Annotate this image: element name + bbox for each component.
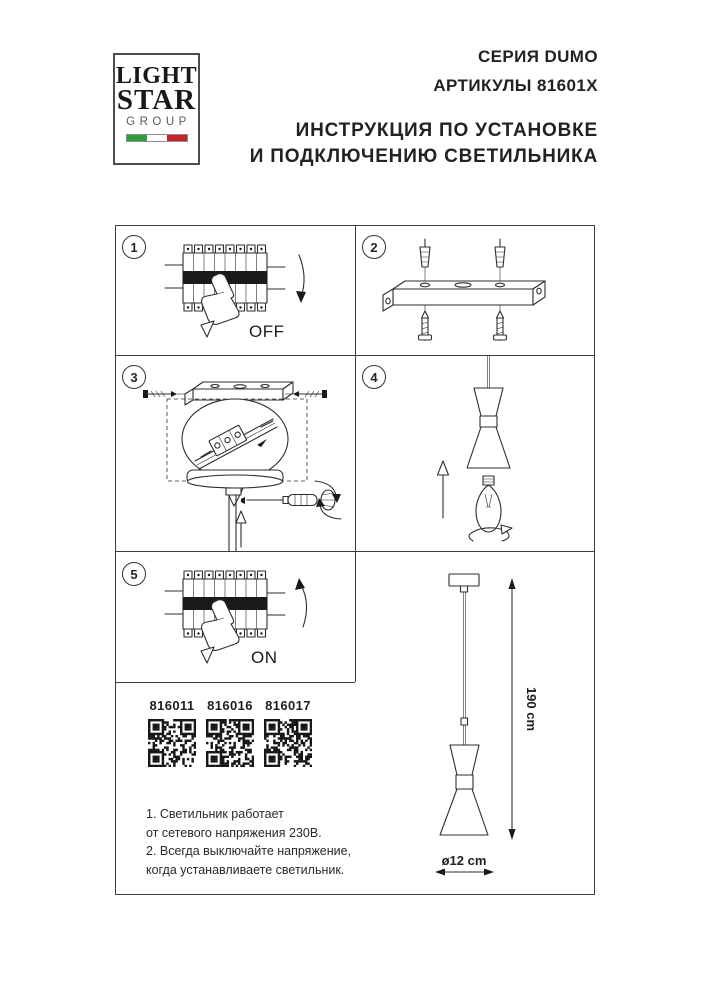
header-titles [240, 47, 598, 170]
qr-label: 816016 [207, 698, 253, 713]
lamp-dimensions-drawing [355, 551, 595, 895]
ceiling-canopy-drawing [187, 470, 283, 551]
step-4-number: 4 [362, 365, 386, 389]
qr-block-816017 [261, 698, 315, 772]
row-divider-3 [115, 682, 355, 683]
step-4-diagram-bulb [355, 355, 595, 551]
diameter-dimension-label: ø12 cm [441, 853, 487, 868]
on-label: ON [251, 648, 278, 667]
note-line: от сетевого напряжения 230В. [146, 825, 322, 840]
qr-code-icon [264, 719, 312, 767]
qr-block-816016 [203, 698, 257, 772]
cord-drawing [488, 355, 490, 388]
qr-label: 816011 [149, 698, 195, 713]
step-1-number: 1 [122, 235, 146, 259]
note-line: когда устанавливаете светильник. [146, 862, 345, 877]
italian-flag-icon [126, 134, 188, 142]
flag-red [167, 135, 187, 141]
note-line: 2. Всегда выключайте напряжение, [146, 844, 352, 858]
logo-word-light: LIGHT [115, 63, 198, 89]
articles-title: АРТИКУЛЫ 81601X [433, 76, 598, 95]
instruction-title-line2: И ПОДКЛЮЧЕНИЮ СВЕТИЛЬНИКА [249, 146, 598, 167]
arrow-down-icon [296, 255, 306, 303]
screwdriver-icon [241, 495, 317, 506]
wall-anchor-icon [420, 239, 505, 267]
instruction-title-line1: ИНСТРУКЦИЯ ПО УСТАНОВКЕ [295, 120, 598, 141]
note-line: 1. Светильник работает [146, 807, 284, 821]
light-bulb-icon [476, 476, 501, 532]
mounting-bracket-drawing [383, 281, 545, 311]
logo-word-group: GROUP [126, 116, 191, 128]
step-5-number: 5 [122, 562, 146, 586]
qr-code-icon [206, 719, 254, 767]
step-2-diagram-bracket [355, 225, 595, 355]
qr-code-icon [148, 719, 196, 767]
qr-block-816011 [145, 698, 199, 772]
rotate-arrow-icon [469, 525, 512, 541]
series-title: СЕРИЯ DUMO [477, 47, 598, 66]
instruction-title [240, 118, 598, 170]
diameter-dimension [435, 853, 494, 876]
step-3-diagram-wiring [115, 355, 355, 551]
height-dimension [509, 578, 540, 840]
screw-icon [419, 311, 507, 340]
safety-notes [146, 805, 368, 879]
lamp-shade-drawing [467, 388, 510, 468]
turning-hand-icon [315, 481, 341, 519]
height-dimension-label: 190 cm [524, 686, 539, 732]
flag-white [147, 135, 167, 141]
arrow-up-icon [236, 511, 246, 547]
step-2-number: 2 [362, 235, 386, 259]
pendant-lamp-drawing [440, 574, 488, 835]
flag-green [127, 135, 147, 141]
arrow-up-icon [438, 461, 449, 518]
lightstar-logo [113, 53, 200, 165]
qr-label: 816017 [265, 698, 311, 713]
step-1-diagram-power-off [115, 225, 355, 355]
logo-word-star: STAR [116, 84, 197, 116]
off-label: OFF [249, 322, 285, 341]
step-5-diagram-power-on [115, 551, 355, 682]
arrow-up-icon [295, 578, 307, 627]
step-3-number: 3 [122, 365, 146, 389]
